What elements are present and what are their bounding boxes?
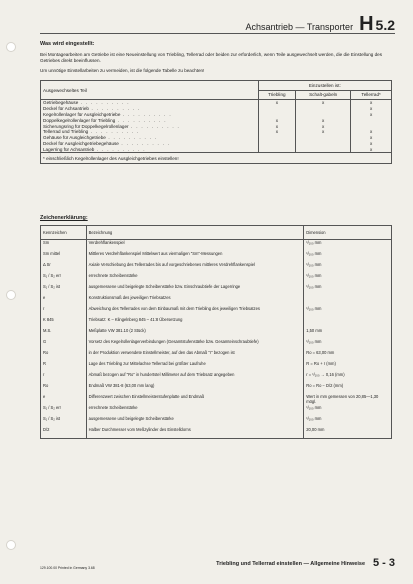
adjustment-table xyxy=(40,80,392,164)
dimension xyxy=(304,317,392,328)
description: Vorsetz des Kegelrollenlagerverbindungen (Gesamtstufenstärke bzw. Gesamteinschraubtiefe) xyxy=(86,339,304,350)
leader-dots: . . . . . . . . . . xyxy=(118,140,171,146)
dimension xyxy=(304,295,392,306)
legend-row xyxy=(41,405,392,416)
mark-c: x xyxy=(351,146,392,152)
legend-row xyxy=(41,251,392,262)
description: Differenzwert zwischen Einstellmeisterstufenplatte und Endmaß xyxy=(86,394,304,405)
col-b-header: Schalt-gabeln xyxy=(296,90,351,100)
description: in der Produktion verwendete Einstellmeister, auf den das Abmaß "r" bezogen ist xyxy=(86,350,304,361)
mark-c: x xyxy=(351,112,392,118)
description: ausgemessene und beigelegte Scheibenstärke bzw. Einschraubtiefe der Lagerringe xyxy=(86,284,304,295)
dimension: ¹/₁₀₀ mm xyxy=(304,273,392,284)
col-group-header: Einzustellen ist: xyxy=(258,81,391,91)
legend-title: Zeichenerklärung: xyxy=(40,215,88,221)
description: Triebsatz: K – Klingelnberg 845 – 41:8 Übersetzung xyxy=(86,317,304,328)
mark-b: x xyxy=(296,100,351,106)
legend-row xyxy=(41,416,392,427)
header-letter: H xyxy=(359,13,374,35)
dimension: Ro = Ro − D/2 (mm) xyxy=(304,383,392,394)
punch-hole xyxy=(6,540,16,550)
leader-dots: . . . . . . . . . . xyxy=(94,146,146,152)
page-header xyxy=(246,14,395,34)
symbol: r xyxy=(41,306,87,317)
part-label: Tellerrad und Triebling xyxy=(43,129,89,135)
dimension: Ro = 63,00 mm xyxy=(304,350,392,361)
description: Axiale Verschiebung des Tellerrades bis auf vorgeschriebenes mittleres Verdrehflankenspiel xyxy=(86,262,304,273)
mark-a: x xyxy=(258,100,295,106)
header-number: 5.2 xyxy=(375,17,395,33)
symbol: e xyxy=(41,295,87,306)
dimension: ¹/₁₀₀ mm xyxy=(304,240,392,252)
part-label: Gehäuse für Ausgleichgetriebe xyxy=(43,135,106,141)
legend-row xyxy=(41,240,392,252)
mark-b: x xyxy=(296,123,351,129)
mark-c: x xyxy=(351,106,392,112)
part-label: Sicherungsring für Doppelkegelrollenlager xyxy=(43,123,129,129)
description: Meßplatte VW 381.10 (2 Stück) xyxy=(86,328,304,339)
description: Endmaß VW 381-8 (63,00 mm lang) xyxy=(86,383,304,394)
symbol: Sm mittel xyxy=(41,251,87,262)
part-label: Deckel für Ausgleichgetriebegehäuse xyxy=(43,140,119,146)
intro-paragraph: Bei Montagearbeiten am Getriebe ist eine Neueinstellung von Triebling, Tellerrad oder beiden zur erforderlich, wenn Teile ausgewechselt werden, die die Einstellung des Getriebes direkt beeinflussen. xyxy=(40,52,383,63)
symbol: Δ Sr xyxy=(41,262,87,273)
description: Halber Durchmesser vom Meßzylinder des Einstelldorns xyxy=(86,427,304,439)
mark-c: x xyxy=(351,135,392,141)
description: Abweichung des Tellerrades von dem Einbaumaß mit dem Triebling des jeweiligen Triebsatzes xyxy=(86,306,304,317)
leader-dots: . . . . . . . . . . xyxy=(78,100,130,106)
symbol: e xyxy=(41,394,87,405)
symbol: Ro xyxy=(41,350,87,361)
legend-row xyxy=(41,361,392,372)
footer-title: Triebling und Tellerrad einstellen — Allgemeine Hinweise xyxy=(216,561,365,567)
symbol: r xyxy=(41,372,87,383)
col-code-header: Kennzeichen xyxy=(41,226,87,240)
header-title: Achsantrieb — Transporter xyxy=(245,22,354,32)
symbol: S₁ / S₂ err xyxy=(41,405,87,416)
description: Lage des Triebling zur Mittelachse Tellerrad bei größter Laufruhe xyxy=(86,361,304,372)
dimension: 1,50 mm xyxy=(304,328,392,339)
description: errechnete Scheibenstärke xyxy=(86,405,304,416)
section-title: Was wird eingestellt: xyxy=(40,41,95,47)
mark-b: x xyxy=(296,117,351,123)
punch-hole xyxy=(6,42,16,52)
leader-dots: . . . . . . . . . . xyxy=(88,129,140,135)
print-info: 129.100.00 Printed in Germany 3.68 xyxy=(40,566,95,570)
leader-dots: . . . . . . . . . . xyxy=(128,123,181,129)
header-rule xyxy=(40,33,395,34)
part-label: Lagerring für Achsantrieb xyxy=(43,146,95,152)
leader-dots: . . . . . . . . . . xyxy=(120,111,172,117)
symbol: Ro xyxy=(41,383,87,394)
legend-row xyxy=(41,350,392,361)
description: ausgemessene und beigelegte Scheibenstärke xyxy=(86,416,304,427)
dimension: ¹/₁₀₀ mm xyxy=(304,339,392,350)
dimension: Wert in mm gemessen von 20,85—1,30 mögl. xyxy=(304,394,392,405)
description: Abmaß bezogen auf "Ro" in hundertstel Millimeter auf dem Triebsatz angegeben xyxy=(86,372,304,383)
description: Konstruktionsmaß des jeweiligen Triebsatzes xyxy=(86,295,304,306)
dimension: ¹/₁₀₀ mm xyxy=(304,306,392,317)
leader-dots: . . . . . . . . . . xyxy=(88,106,141,112)
symbol: G xyxy=(41,339,87,350)
col-dim-header: Dimension xyxy=(304,226,392,240)
legend-row xyxy=(41,372,392,383)
dimension: ¹/₁₀₀ mm xyxy=(304,251,392,262)
legend-row xyxy=(41,317,392,328)
part-label: Kegelrollenlager für Ausgleichgetriebe xyxy=(43,111,121,117)
symbol: S₁ / S₂ ist xyxy=(41,284,87,295)
leader-dots: . . . . . . . . . . xyxy=(105,135,158,141)
col-desc-header: Bezeichnung xyxy=(86,226,304,240)
dimension: ¹/₁₀₀ mm xyxy=(304,416,392,427)
legend-row xyxy=(41,394,392,405)
legend-table xyxy=(40,225,392,439)
legend-row xyxy=(41,284,392,295)
mark-c: x xyxy=(351,129,392,135)
part-label: Deckel für Achsantrieb xyxy=(43,106,89,112)
symbol: Sm xyxy=(41,240,87,252)
symbol: K 845 xyxy=(41,317,87,328)
symbol: M.S. xyxy=(41,328,87,339)
mark-a: x xyxy=(258,117,295,123)
legend-row xyxy=(41,273,392,284)
legend-row xyxy=(41,306,392,317)
dimension: ¹/₁₀₀ mm xyxy=(304,284,392,295)
legend-row xyxy=(41,383,392,394)
mark-b: x xyxy=(296,129,351,135)
part-label: Doppelkegelrollenlager für Triebling xyxy=(43,117,116,123)
legend-row xyxy=(41,295,392,306)
legend-row xyxy=(41,427,392,439)
dimension: ¹/₁₀₀ mm xyxy=(304,405,392,416)
dimension: ¹/₁₀₀ mm xyxy=(304,262,392,273)
mark-a: x xyxy=(258,129,295,135)
mark-c: x xyxy=(351,141,392,147)
mark-a: x xyxy=(258,123,295,129)
dimension: r = ¹/₁₀₀ → 0,16 (mm) xyxy=(304,372,392,383)
hint-paragraph: Um unnötige Einstellarbeiten zu vermeiden, ist die folgende Tabelle zu beachten! xyxy=(40,68,205,73)
legend-row xyxy=(41,339,392,350)
description: errechnete Scheibenstärke xyxy=(86,273,304,284)
part-label: Getriebegehäuse xyxy=(43,100,79,106)
col-a-header: Triebling xyxy=(258,90,295,100)
punch-hole xyxy=(6,290,16,300)
description: Mittleres Verdrehflankenspiel Mittelwert aus viermaligen "Sm"-Messungen xyxy=(86,251,304,262)
symbol: S₁ / S₂ err xyxy=(41,273,87,284)
leader-dots: . . . . . . . . . . xyxy=(115,117,167,123)
legend-row xyxy=(41,328,392,339)
col-c-header: Tellerrad* xyxy=(351,90,392,100)
symbol: D/2 xyxy=(41,427,87,439)
dimension: 20,00 mm xyxy=(304,427,392,439)
dimension: R = Ro + r (mm) xyxy=(304,361,392,372)
legend-row xyxy=(41,262,392,273)
symbol: R xyxy=(41,361,87,372)
page-number: 5 - 3 xyxy=(372,557,395,569)
col-part-header: Ausgewechseltes Teil xyxy=(41,81,259,100)
symbol: S₁ / S₂ ist xyxy=(41,416,87,427)
table-footnote: * einschließlich Kegelrollenlager des Ausgleichgetriebes einstellen! xyxy=(41,153,392,164)
mark-c: x xyxy=(351,100,392,106)
description: Verdrehflankenspiel xyxy=(86,240,304,252)
